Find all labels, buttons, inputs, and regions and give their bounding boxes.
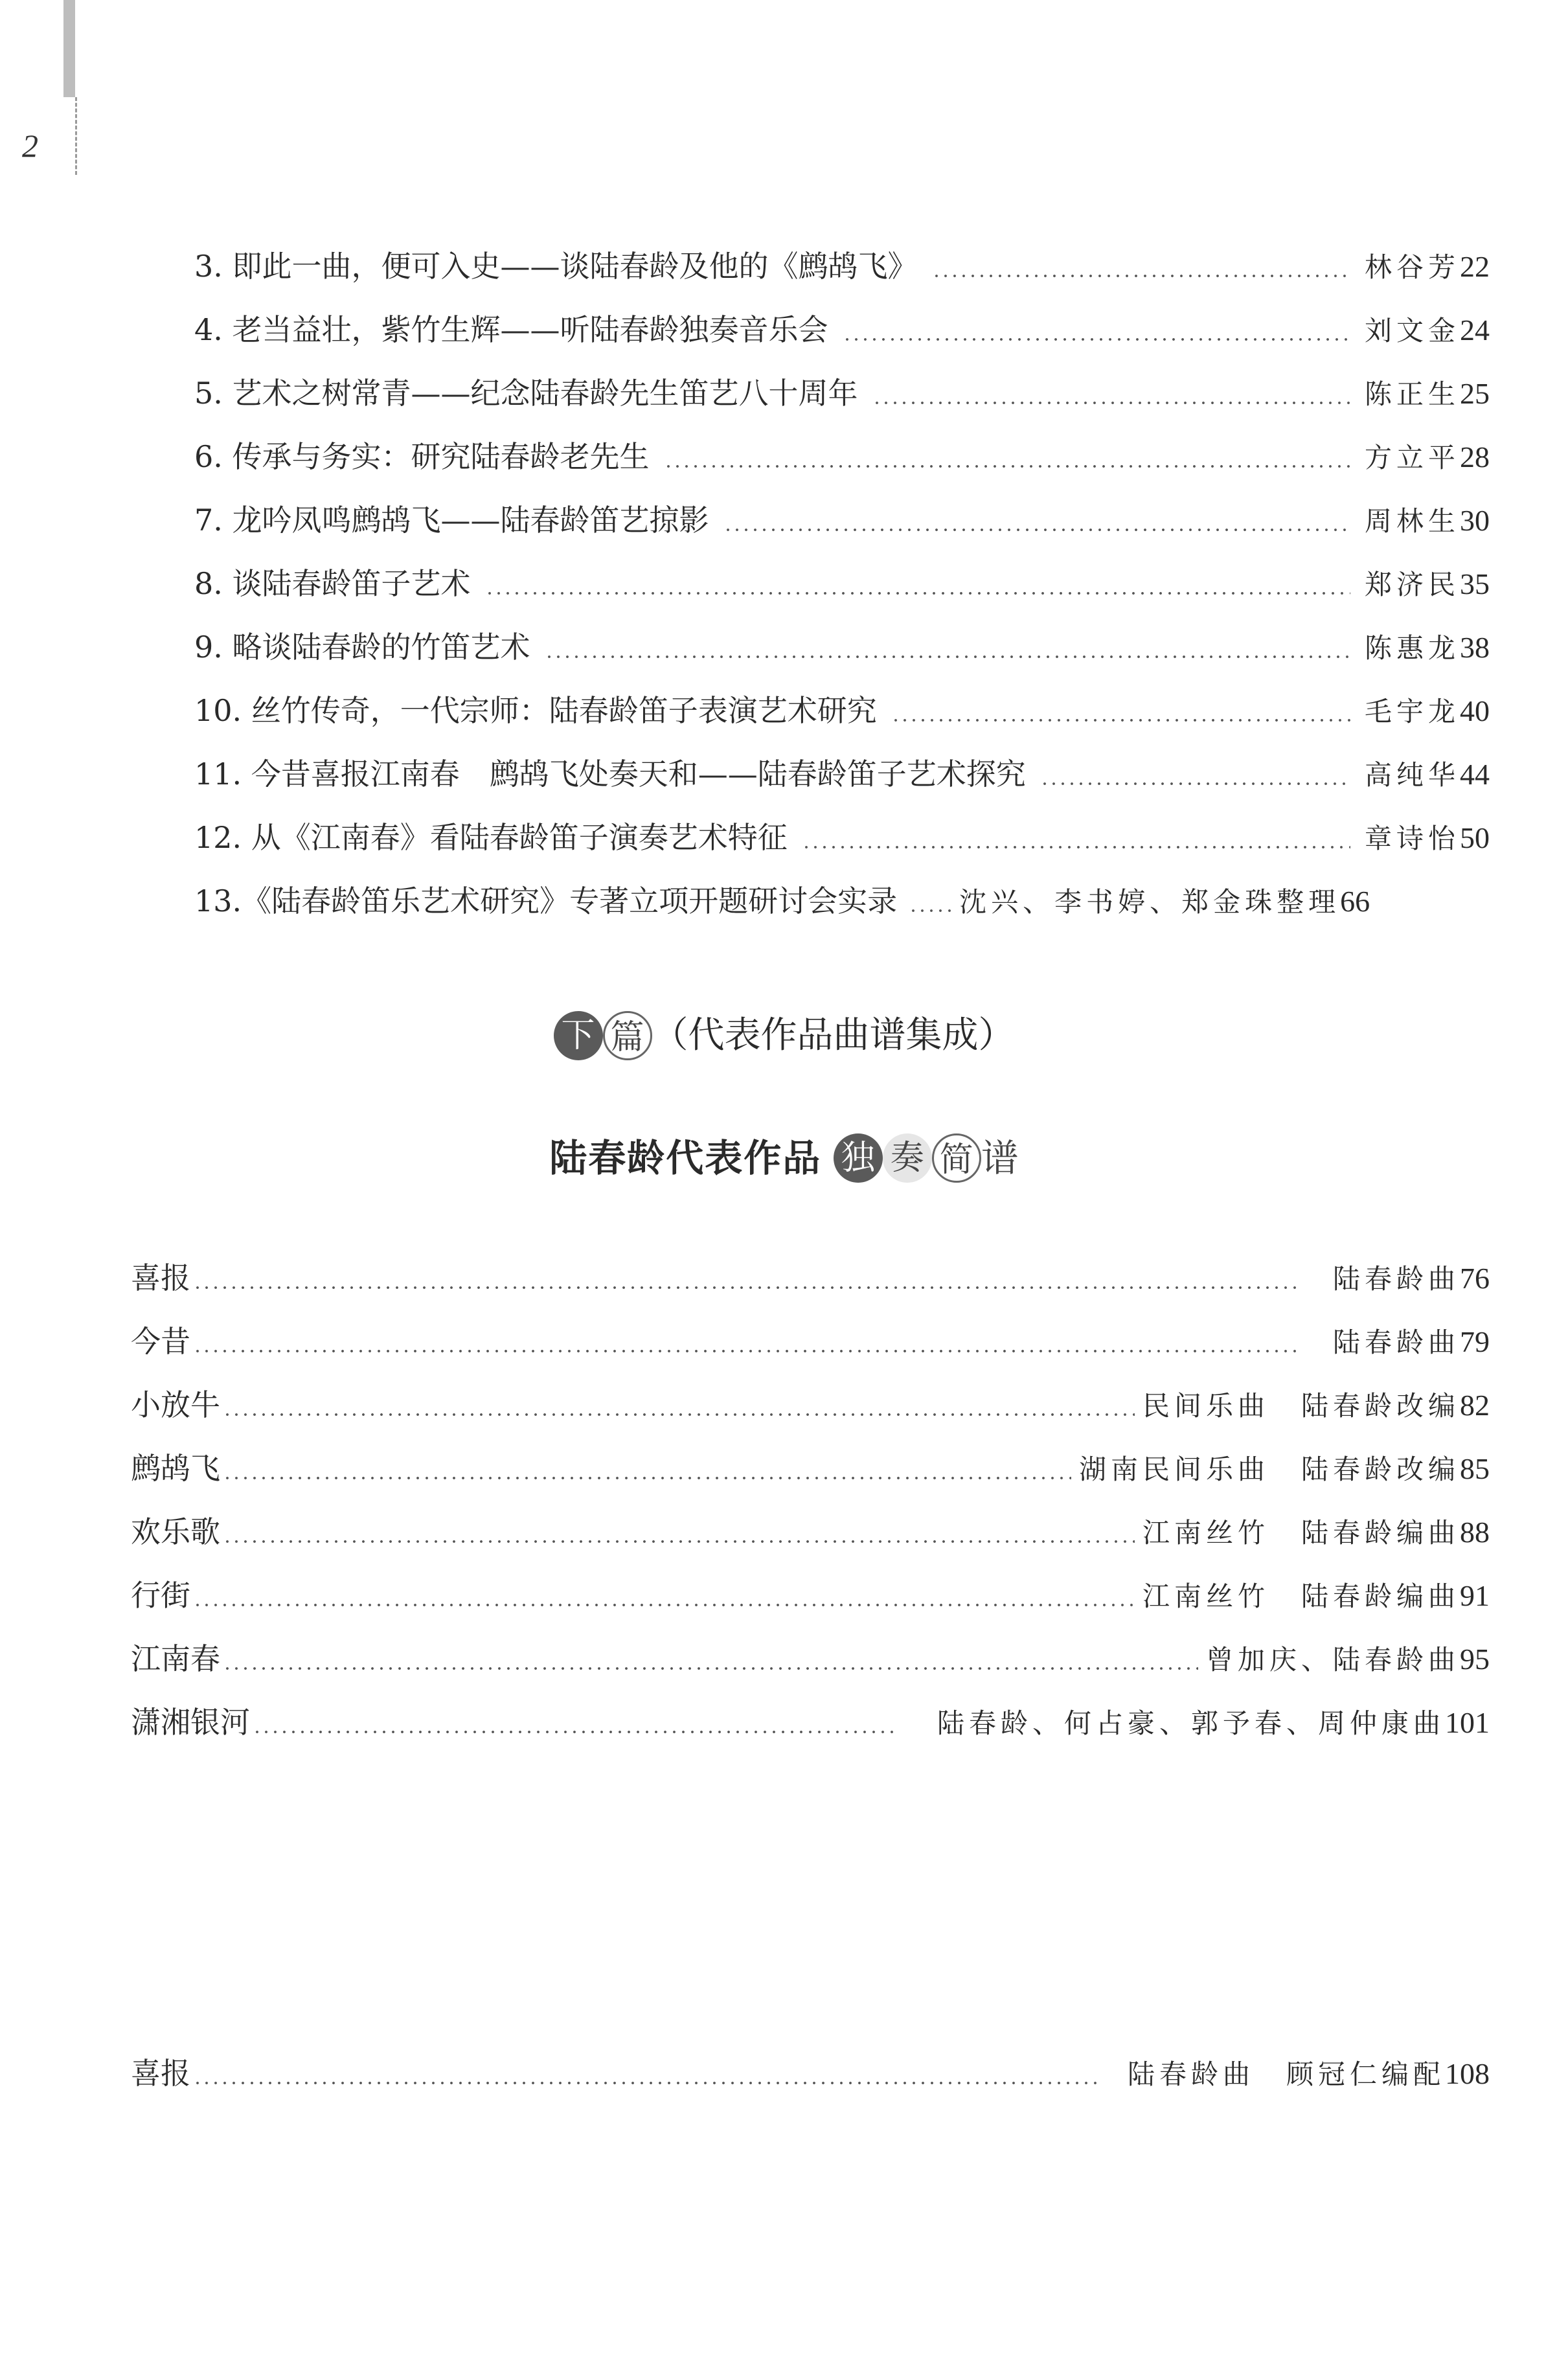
dot-leader bbox=[223, 1509, 1135, 1554]
toc-entry[interactable] bbox=[194, 497, 1490, 543]
dot-leader bbox=[223, 1446, 1071, 1491]
page-edge-bar bbox=[63, 0, 75, 97]
dot-leader bbox=[485, 561, 1350, 606]
dot-leader bbox=[223, 1382, 1135, 1428]
toc-entry[interactable] bbox=[131, 1319, 1490, 1364]
toc-entry[interactable] bbox=[194, 244, 1490, 289]
toc-entry-title: 4. 老当益壮，紫竹生辉——听陆春龄独奏音乐会 bbox=[194, 312, 828, 347]
toc-entry-author: 周林生 bbox=[1364, 505, 1460, 537]
toc-entry-page: 76 bbox=[1460, 1262, 1490, 1295]
section-heading bbox=[0, 1008, 1568, 1062]
toc-entry-title: 12. 从《江南春》看陆春龄笛子演奏艺术特征 bbox=[194, 820, 788, 855]
toc-entry-author: 曾加庆、陆春龄曲 bbox=[1205, 1644, 1460, 1676]
toc-entry-page: 66 bbox=[1340, 885, 1370, 918]
dot-leader bbox=[193, 1573, 1135, 1618]
toc-entry-page: 79 bbox=[1460, 1325, 1490, 1358]
toc-entry-page: 38 bbox=[1460, 631, 1490, 664]
toc-entry-page: 24 bbox=[1460, 313, 1490, 347]
toc-entry[interactable] bbox=[131, 1255, 1490, 1301]
dot-leader bbox=[909, 878, 955, 924]
toc-entry-author: 沈兴、李书婷、郑金珠整理 bbox=[959, 886, 1341, 918]
toc-entry-author: 林谷芳 bbox=[1364, 251, 1460, 283]
toc-entry-author: 方立平 bbox=[1364, 442, 1460, 473]
toc-entry-title: 欢乐歌 bbox=[131, 1514, 220, 1549]
subsection-heading bbox=[0, 1130, 1568, 1184]
subsection-title: 陆春龄代表作品 bbox=[549, 1135, 822, 1180]
toc-entry[interactable] bbox=[131, 1636, 1490, 1681]
toc-entry-author: 陆春龄曲 bbox=[1332, 1326, 1460, 1358]
toc-entry-title: 3. 即此一曲，便可入史——谈陆春龄及他的《鹧鸪飞》 bbox=[194, 249, 918, 284]
toc-entry[interactable] bbox=[194, 561, 1490, 606]
toc-entry[interactable] bbox=[194, 751, 1490, 797]
toc-entry-page: 22 bbox=[1460, 250, 1490, 283]
toc-entry-page: 82 bbox=[1460, 1389, 1490, 1422]
toc-entry-title: 潇湘银河 bbox=[131, 1705, 250, 1740]
section-circle-char: 下 bbox=[554, 1011, 603, 1060]
toc-entry-page: 88 bbox=[1460, 1516, 1490, 1549]
toc-entry[interactable] bbox=[194, 370, 1490, 416]
toc-entry-author: 陆春龄曲 bbox=[1332, 1263, 1460, 1295]
toc-entry-title: 小放牛 bbox=[131, 1387, 220, 1422]
toc-entry-author: 高纯华 bbox=[1364, 759, 1460, 791]
toc-entry-author: 湖南民间乐曲 陆春龄改编 bbox=[1078, 1453, 1460, 1485]
section-circle-char: 篇 bbox=[603, 1011, 652, 1060]
toc-entry-page: 91 bbox=[1460, 1579, 1490, 1612]
toc-entry-title: 9. 略谈陆春龄的竹笛艺术 bbox=[194, 630, 530, 665]
page-edge-dash bbox=[75, 97, 77, 175]
toc-entry-title: 鹧鸪飞 bbox=[131, 1451, 220, 1486]
section-title-text: （代表作品曲谱集成） bbox=[652, 1014, 1015, 1056]
toc-entry[interactable] bbox=[194, 815, 1490, 860]
toc-entry-title: 5. 艺术之树常青——纪念陆春龄先生笛艺八十周年 bbox=[194, 376, 858, 411]
toc-entry-title: 7. 龙吟凤鸣鹧鸪飞——陆春龄笛艺掠影 bbox=[194, 503, 709, 538]
dot-leader bbox=[723, 497, 1350, 543]
toc-entry-author: 毛宇龙 bbox=[1364, 696, 1460, 727]
toc-entry[interactable] bbox=[131, 2051, 1490, 2096]
dot-leader bbox=[223, 1636, 1198, 1681]
subsection-circle-char: 独 bbox=[834, 1133, 883, 1183]
dot-leader bbox=[872, 370, 1350, 416]
toc-entry[interactable] bbox=[131, 1509, 1490, 1554]
toc-entry-title: 今昔 bbox=[131, 1324, 190, 1359]
subsection-last-char: 谱 bbox=[981, 1135, 1019, 1180]
toc-entry-page: 108 bbox=[1445, 2057, 1490, 2090]
toc-entry-title: 10. 丝竹传奇，一代宗师：陆春龄笛子表演艺术研究 bbox=[194, 693, 877, 728]
toc-entry-page: 101 bbox=[1445, 1706, 1490, 1739]
toc-entry-author: 陈惠龙 bbox=[1364, 632, 1460, 664]
toc-entry-title: 6. 传承与务实：研究陆春龄老先生 bbox=[194, 439, 650, 474]
toc-entry-title: 8. 谈陆春龄笛子艺术 bbox=[194, 566, 471, 601]
page-number: 2 bbox=[22, 128, 38, 164]
dot-leader bbox=[193, 2051, 1098, 2096]
dot-leader bbox=[545, 624, 1350, 670]
toc-entry-author: 民间乐曲 陆春龄改编 bbox=[1142, 1390, 1460, 1422]
toc-entry-author: 郑济民 bbox=[1364, 569, 1460, 600]
toc-entry-page: 95 bbox=[1460, 1643, 1490, 1676]
dot-leader bbox=[843, 307, 1350, 352]
toc-entry[interactable] bbox=[194, 878, 1490, 924]
toc-entry[interactable] bbox=[194, 434, 1490, 479]
toc-entry-author: 陆春龄曲 顾冠仁编配 bbox=[1127, 2058, 1445, 2090]
subsection-circle-char: 奏 bbox=[883, 1133, 932, 1183]
toc-entry-title: 喜报 bbox=[131, 2056, 190, 2091]
toc-entry-page: 44 bbox=[1460, 758, 1490, 791]
toc-entry-title: 11. 今昔喜报江南春 鹧鸪飞处奏天和——陆春龄笛子艺术探究 bbox=[194, 757, 1026, 791]
toc-entry-author: 江南丝竹 陆春龄编曲 bbox=[1142, 1580, 1460, 1612]
toc-entry-title: 江南春 bbox=[131, 1641, 220, 1676]
dot-leader bbox=[891, 688, 1350, 733]
toc-entry-title: 行街 bbox=[131, 1578, 190, 1613]
subsection-circle-char: 简 bbox=[932, 1133, 981, 1183]
toc-entry-page: 30 bbox=[1460, 504, 1490, 537]
toc-entry[interactable] bbox=[194, 307, 1490, 352]
toc-entry-author: 陆春龄、何占豪、郭予春、周仲康曲 bbox=[937, 1707, 1445, 1739]
toc-entry-page: 28 bbox=[1460, 440, 1490, 473]
toc-entry-author: 陈正生 bbox=[1364, 378, 1460, 410]
toc-entry-title: 13.《陆春龄笛乐艺术研究》专著立项开题研讨会实录 bbox=[194, 883, 898, 918]
dot-leader bbox=[664, 434, 1350, 479]
toc-entry[interactable] bbox=[131, 1446, 1490, 1491]
toc-entry-title: 喜报 bbox=[131, 1260, 190, 1295]
dot-leader bbox=[802, 815, 1350, 860]
toc-entry-author: 江南丝竹 陆春龄编曲 bbox=[1142, 1517, 1460, 1549]
dot-leader bbox=[932, 244, 1350, 289]
dot-leader bbox=[193, 1255, 1298, 1301]
toc-entry[interactable] bbox=[131, 1382, 1490, 1428]
toc-entry-author: 刘文金 bbox=[1364, 315, 1460, 347]
dot-leader bbox=[1040, 751, 1350, 797]
toc-entry[interactable] bbox=[194, 688, 1490, 733]
toc-entry-page: 25 bbox=[1460, 377, 1490, 410]
dot-leader bbox=[253, 1700, 898, 1745]
toc-entry-page: 50 bbox=[1460, 821, 1490, 854]
toc-entry[interactable] bbox=[194, 624, 1490, 670]
toc-entry-author: 章诗怡 bbox=[1364, 823, 1460, 854]
toc-entry-page: 35 bbox=[1460, 567, 1490, 600]
toc-entry[interactable] bbox=[131, 1700, 1490, 1745]
toc-entry[interactable] bbox=[131, 1573, 1490, 1618]
dot-leader bbox=[193, 1319, 1298, 1364]
toc-entry-page: 40 bbox=[1460, 694, 1490, 727]
toc-entry-page: 85 bbox=[1460, 1452, 1490, 1485]
